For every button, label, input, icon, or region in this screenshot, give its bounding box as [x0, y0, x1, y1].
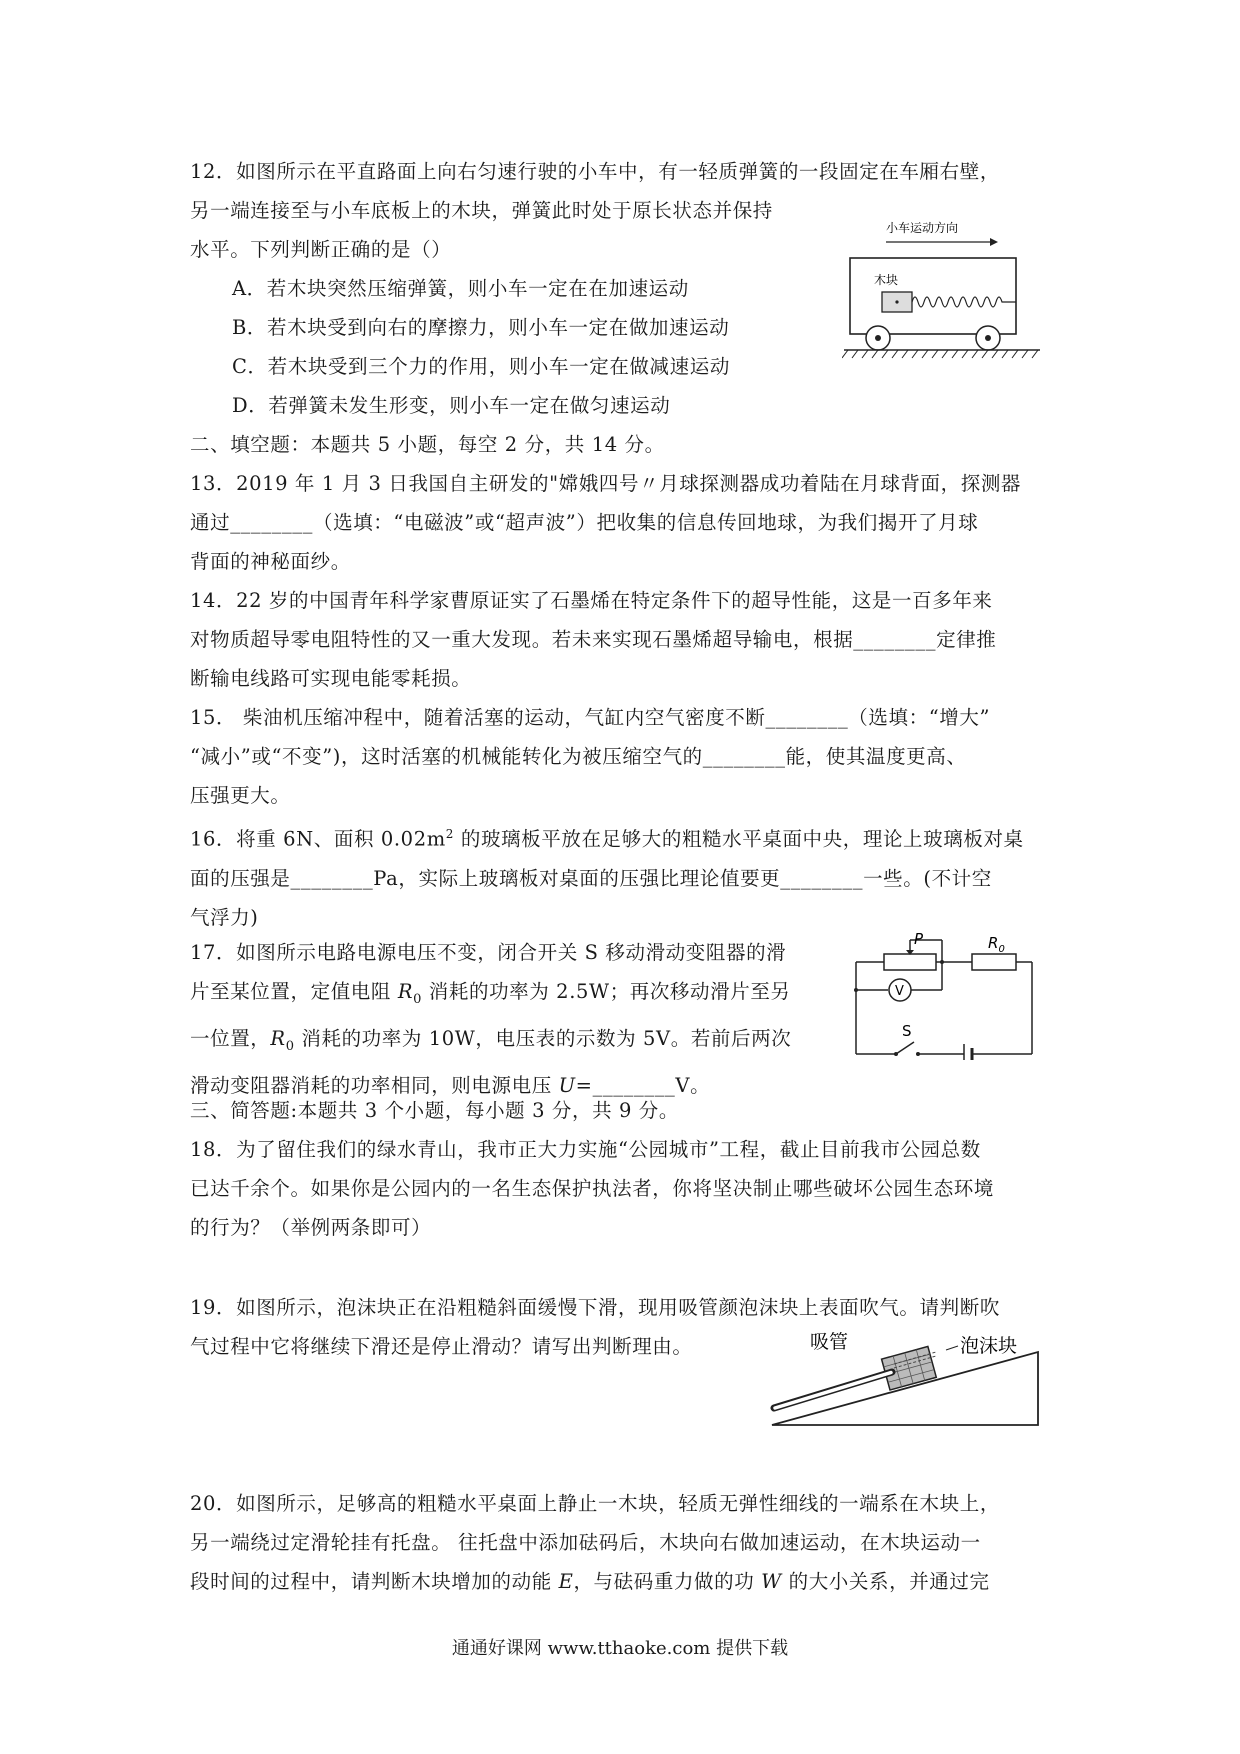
- q12-option-b: B．若木块受到向右的摩擦力，则小车一定在做加速运动: [232, 316, 730, 339]
- q15-line-3: 压强更大。: [190, 784, 291, 807]
- q20-line-3: 段时间的过程中，请判断木块增加的动能 E，与砝码重力做的功 W 的大小关系，并通过完: [190, 1570, 990, 1593]
- short-answer-section: [190, 1091, 1060, 1247]
- q15-line-1: 15． 柴油机压缩冲程中，随着活塞的运动，气缸内空气密度不断________（选填：“增大”: [190, 706, 991, 729]
- ground-hatch: [842, 350, 1038, 358]
- q12-line-3: 水平。下列判断正确的是（）: [190, 238, 452, 261]
- fill-blank-section: [190, 425, 1060, 937]
- q15-line-2: “减小”或“不变”)，这时活塞的机械能转化为被压缩空气的________能，使其温度更高、: [190, 745, 967, 768]
- rheostat: [884, 954, 936, 970]
- incline-figure: [760, 1330, 1050, 1430]
- cart-body: [850, 258, 1016, 334]
- straw-label: 吸管: [810, 1331, 849, 1353]
- q14-line-2: 对物质超导零电阻特性的又一重大发现。若未来实现石墨烯超导输电，根据________定律推: [190, 628, 997, 651]
- q17-line-1: 17．如图所示电路电源电压不变，闭合开关 S 移动滑动变阻器的滑: [190, 941, 787, 964]
- question-17: [190, 933, 830, 1105]
- section-2-heading: 二、填空题：本题共 5 小题，每空 2 分，共 14 分。: [190, 433, 665, 456]
- q13-line-1: 13．2019 年 1 月 3 日我国自主研发的"嫦娥四号〃月球探测器成功着陆在月球背面，探测器: [190, 472, 1022, 495]
- spring: [912, 297, 1016, 307]
- voltmeter-label: V: [895, 984, 904, 999]
- q16-line-1: 16．将重 6N、面积 $0.02m^2$ 的玻璃板平放在足够大的粗糙水平桌面中央，理论上玻璃板对桌: [190, 827, 1024, 851]
- q12-line-1: 12．如图所示在平直路面上向右匀速行驶的小车中，有一轻质弹簧的一段固定在车厢右壁，: [190, 160, 1000, 183]
- resistor-r0: [972, 954, 1016, 970]
- q14-line-1: 14．22 岁的中国青年科学家曹原证实了石墨烯在特定条件下的超导性能，这是一百多年来: [190, 589, 993, 612]
- question-20: [190, 1484, 1060, 1601]
- q19-line-1: 19．如图所示，泡沫块正在沿粗糙斜面缓慢下滑，现用吸管颜泡沫块上表面吹气。请判断吹: [190, 1296, 1000, 1319]
- foam-block: [882, 1346, 937, 1390]
- q12-option-a: A．若木块突然压缩弹簧，则小车一定在在加速运动: [232, 277, 689, 300]
- cart-spring-figure: [842, 214, 1042, 364]
- direction-arrow-head: [990, 238, 998, 246]
- q16-line-2: 面的压强是________Pa，实际上玻璃板对桌面的压强比理论值要更________一些。(不计空: [190, 866, 992, 890]
- q12-line-2: 另一端连接至与小车底板上的木块，弹簧此时处于原长状态并保持: [190, 199, 773, 222]
- q13-line-3: 背面的神秘面纱。: [190, 550, 351, 573]
- p-label: P: [914, 932, 924, 948]
- r0-label: $R_0$: [988, 934, 1005, 955]
- section-3-heading: 三、简答题:本题共 3 个小题，每小题 3 分，共 9 分。: [190, 1099, 679, 1122]
- straw: [774, 1372, 892, 1408]
- q16-line-3: 气浮力): [190, 905, 259, 929]
- switch-s: [896, 1042, 914, 1054]
- q14-line-3: 断输电线路可实现电能零耗损。: [190, 667, 472, 690]
- q20-line-2: 另一端绕过定滑轮挂有托盘。 往托盘中添加砝码后，木块向右做加速运动，在木块运动一: [190, 1531, 981, 1554]
- q18-line-1: 18．为了留住我们的绿水青山，我市正大力实施“公园城市”工程，截止目前我市公园总数: [190, 1138, 981, 1161]
- circuit-figure: [848, 932, 1040, 1060]
- foam-label: 泡沫块: [960, 1335, 1018, 1357]
- cart-direction-label: 小车运动方向: [886, 221, 959, 235]
- q20-line-1: 20．如图所示，足够高的粗糙水平桌面上静止一木块，轻质无弹性细线的一端系在木块上，: [190, 1492, 1000, 1515]
- q17-line-4: 滑动变阻器消耗的功率相同，则电源电压 U=________V。: [190, 1073, 711, 1097]
- foam-label-pointer: [946, 1346, 958, 1350]
- block-label: 木块: [874, 273, 899, 287]
- q17-line-3: 一位置，$R_0$ 消耗的功率为 10W，电压表的示数为 5V。若前后两次: [190, 1026, 792, 1054]
- q12-option-d: D．若弹簧未发生形变，则小车一定在做匀速运动: [232, 394, 671, 417]
- q18-line-3: 的行为？（举例两条即可）: [190, 1216, 432, 1239]
- q19-line-2: 气过程中它将继续下滑还是停止滑动？请写出判断理由。: [190, 1335, 693, 1358]
- q12-option-c: C．若木块受到三个力的作用，则小车一定在做减速运动: [232, 355, 730, 378]
- footer-source: 通通好课网 www.tthaoke.com 提供下载: [451, 1638, 789, 1659]
- q17-line-2: 片至某位置，定值电阻 $R_0$ 消耗的功率为 2.5W；再次移动滑片至另: [190, 980, 791, 1007]
- switch-label: S: [902, 1022, 912, 1040]
- q13-line-2: 通过________（选填：“电磁波”或“超声波”）把收集的信息传回地球，为我们揭开了月球: [190, 511, 979, 534]
- q18-line-2: 已达千余个。如果你是公园内的一名生态保护执法者，你将坚决制止哪些破坏公园生态环境: [190, 1177, 995, 1200]
